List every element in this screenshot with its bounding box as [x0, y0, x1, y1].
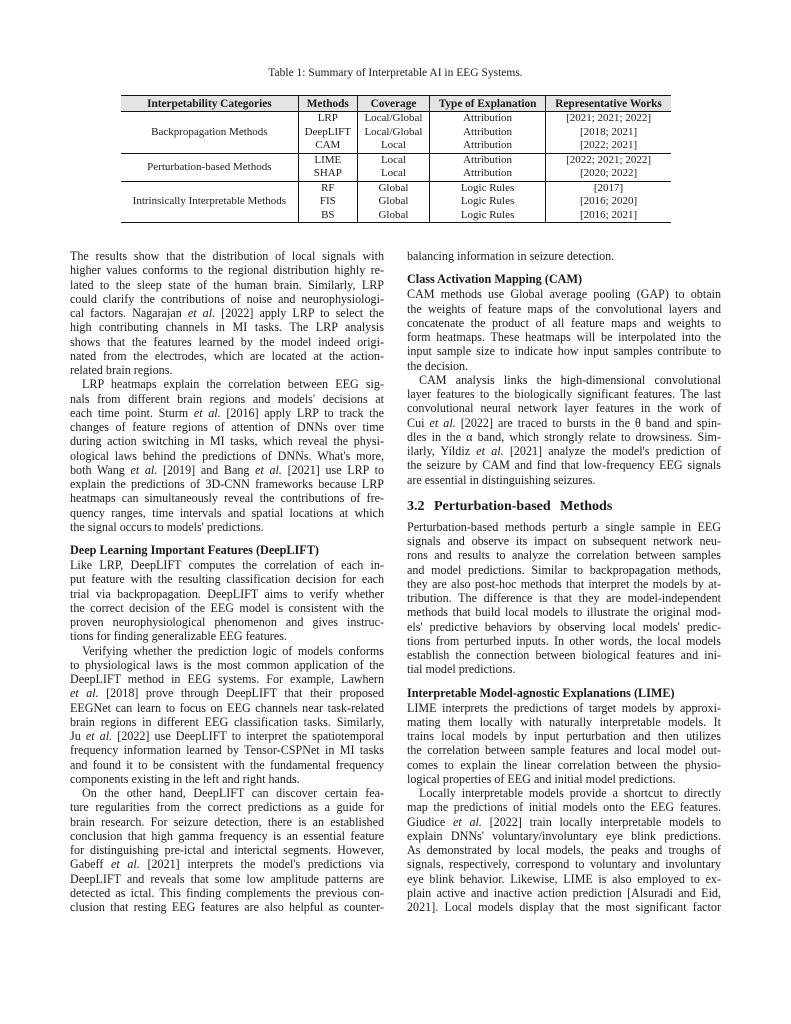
text-line: els' predictive behaviors by observing local models' predic- — [407, 619, 721, 634]
text-line: the decision. — [407, 358, 469, 373]
table-cell: [2016; 2020] — [546, 195, 671, 209]
text-line: nated from the electrodes, which are located at the action- — [70, 348, 384, 363]
text-line: LRP heatmaps explain the correlation between EEG sig- — [82, 377, 384, 392]
table-cell: CAM — [298, 139, 357, 153]
text-line: comes to explain the linear correlation between the physio- — [407, 757, 721, 772]
table-cell: Local/Global — [357, 112, 429, 126]
text-line: changes of feature regions of attention of DNNs over time — [70, 420, 384, 434]
table-cell: FIS — [298, 195, 357, 209]
text-line: heatmaps can simultaneously reveal the contributions of fre- — [70, 491, 384, 506]
column-header: Methods — [298, 96, 357, 112]
table-cell: LRP — [298, 112, 357, 126]
text-line: On the other hand, DeepLIFT can discover certain fea- — [82, 786, 384, 800]
text-line: 2021]. Local models display that the most significant factor — [407, 900, 721, 914]
text-line: mating them locally with naturally interpretable models. It — [407, 714, 721, 729]
text-line: establish the connection between biological features and ini- — [407, 648, 721, 662]
text-line: Verifying whether the prediction logic of models conforms — [82, 643, 384, 658]
paragraph — [407, 701, 721, 787]
text-line: Perturbation-based methods perturb a single sample in EEG — [407, 519, 721, 534]
paragraph — [70, 786, 384, 914]
table-header-row — [121, 96, 671, 112]
text-line: explain DNNs' voluntary/involuntary eye blink predictions. — [407, 828, 721, 843]
text-line: ological laws behind the predictions of DNNs. What's more, — [70, 448, 384, 463]
table-cell: Local — [357, 167, 429, 181]
text-line: for distinguishing pre-ictal and interictal segments. However, — [70, 843, 384, 857]
column-header: Type of Explanation — [430, 96, 546, 112]
text-line: they are also post-hoc methods that interpret the models by at- — [407, 576, 721, 591]
text-line: related brain regions. — [70, 363, 173, 377]
text-line: Gabeff et al. [2021] interprets the model's predictions via — [70, 857, 384, 872]
text-line: during action switching in MI tasks, which reveal the physi- — [70, 434, 384, 449]
text-line: The results show that the distribution of local signals with — [70, 249, 384, 263]
text-line: tions from perturbed inputs. In other words, the local models — [407, 633, 721, 648]
text-line: tions for finding generalizable EEG features. — [70, 629, 287, 644]
text-line: Giudice et al. [2022] train locally interpretable models to — [407, 814, 722, 829]
text-line: layer features to the biologically significant features. The last — [407, 387, 721, 401]
text-line: map the predictions of initial models onto the EEG features. — [407, 800, 721, 815]
subsection-heading: Deep Learning Important Features (DeepLIFT) — [70, 543, 319, 557]
paragraph — [407, 520, 721, 677]
table-row — [121, 153, 671, 167]
text-line: proven neurophysiological phenomenon and gives instruc- — [70, 615, 384, 629]
subsection-heading: Class Activation Mapping (CAM) — [407, 272, 583, 287]
text-line: high contributing channels in MI tasks. The LRP analysis — [70, 320, 384, 335]
table-cell: Logic Rules — [430, 209, 546, 223]
table-cell: RF — [298, 181, 357, 195]
text-line: detected as ictal. This finding complements the previous con- — [70, 885, 384, 900]
category-cell: Intrinsically Interpretable Methods — [121, 181, 298, 223]
table-row — [121, 181, 671, 195]
text-line: LIME interprets the predictions of target models by approxi- — [407, 700, 721, 715]
text-line: put feature with the resulting classification decision for each — [70, 572, 384, 587]
text-line: tial model predictions. — [407, 662, 516, 677]
text-line: quency ranges, time intervals and spatial locations at which — [70, 505, 384, 520]
text-line: EEGNet can learn to focus on EEG channels near task-related — [70, 700, 384, 715]
text-line: et al. [2018] prove through DeepLIFT that their proposed — [70, 686, 384, 701]
table-cell: Logic Rules — [430, 181, 546, 195]
subsection-heading: Interpretable Model-agnostic Explanations (LIME) — [407, 685, 675, 700]
paragraph — [70, 558, 384, 644]
text-line: DeepLIFT method in EEG systems. For example, Lawhern — [70, 672, 384, 686]
table-cell: Attribution — [430, 126, 546, 140]
text-line: the correct decision of the EEG model is consistent with the — [70, 600, 384, 615]
table-cell: [2022; 2021; 2022] — [546, 153, 671, 167]
table-cell: [2022; 2021] — [546, 139, 671, 153]
category-cell: Perturbation-based Methods — [121, 153, 298, 181]
text-line: components existing in the left and right hands. — [70, 771, 300, 786]
table-cell: Global — [357, 209, 429, 223]
text-line: the signal occurs to models' predictions. — [70, 519, 264, 534]
table-cell: Local/Global — [357, 126, 429, 140]
text-line: form heatmaps. These heatmaps will be interpolated into the — [407, 330, 721, 344]
table-cell: BS — [298, 209, 357, 223]
table-cell: Attribution — [430, 153, 546, 167]
paragraph — [70, 377, 384, 534]
text-line: CAM methods use Global average pooling (GAP) to obtain — [407, 287, 721, 302]
text-line: signals, respectively, correspond to voluntary and involuntary — [407, 857, 721, 872]
text-line: higher values conforms to the regional distribution highly re- — [70, 263, 384, 278]
text-line: tribution. The difference is that they are model-independent — [407, 591, 721, 605]
text-line: and found it to be consistent with the fundamental frequency — [70, 757, 384, 772]
table-caption: Table 1: Summary of Interpretable AI in EEG Systems. — [268, 67, 523, 79]
table-cell: Attribution — [430, 167, 546, 181]
table-cell: [2018; 2021] — [546, 126, 671, 140]
text-line: input sample size to indicate how input samples contribute to — [407, 344, 721, 359]
table-cell: Local — [357, 153, 429, 167]
text-line: Cui et al. [2022] are traced to bursts in the θ band and spin- — [407, 415, 722, 430]
text-line: As demonstrated by local models, the peaks and troughs of — [407, 843, 721, 857]
text-line: methods that build local models to illustrate the original mod- — [407, 605, 721, 620]
text-line: conclusion that high gamma frequency is an essential feature — [70, 828, 384, 843]
category-cell: Backpropagation Methods — [121, 112, 298, 154]
text-line: dles in the α band, which strongly relate to drowsiness. Sim- — [407, 429, 721, 444]
text-line: Ju et al. [2022] use DeepLIFT to interpret the spatiotemporal — [70, 729, 385, 743]
text-line: frequency information learned by Tensor-CSPNet in MI tasks — [70, 743, 384, 758]
table-cell: Attribution — [430, 112, 546, 126]
table-cell: SHAP — [298, 167, 357, 181]
paragraph — [407, 786, 721, 914]
table-cell: Logic Rules — [430, 195, 546, 209]
text-line: each time point. Sturm et al. [2016] apply LRP to track the — [70, 405, 384, 420]
table-cell: [2016; 2021] — [546, 209, 671, 223]
paragraph — [407, 287, 721, 373]
text-line: convolutional neural network layer features in the work of — [407, 401, 721, 416]
text-line: shows that the features learned by the model indeed origi- — [70, 334, 384, 349]
table-cell: DeepLIFT — [298, 126, 357, 140]
text-line: CAM analysis links the high-dimensional convolutional — [419, 372, 721, 387]
text-line: the seizure by CAM and find that low-frequency EEG signals — [407, 458, 721, 473]
column-header: Representative Works — [546, 96, 671, 112]
table-cell: [2020; 2022] — [546, 167, 671, 181]
text-line: both Wang et al. [2019] and Bang et al. [2021] use LRP to — [70, 462, 384, 477]
text-line: Locally interpretable models provide a shortcut to directly — [419, 786, 721, 800]
text-line: the weights of feature maps of the convolutional layers and — [407, 301, 721, 316]
table-cell: Attribution — [430, 139, 546, 153]
column-header: Interpetability Categories — [121, 96, 298, 112]
text-line: eye blink behavior. Likewise, LIME is also employed to ex- — [407, 871, 721, 886]
table-cell: [2017] — [546, 181, 671, 195]
table-cell: LIME — [298, 153, 357, 167]
paragraph — [407, 373, 721, 487]
text-line: the correlation between sample features and local model out- — [407, 743, 721, 758]
column-header: Coverage — [357, 96, 429, 112]
text-line: clusion that resting EEG features are also helpful as counter- — [70, 900, 384, 914]
table-row — [121, 112, 671, 126]
text-line: trains local models by input perturbation and then utilizes — [407, 729, 721, 743]
left-column — [70, 249, 384, 914]
text-line: brain regions in different EEG classification tasks. Similarly, — [70, 714, 384, 729]
table-cell: Global — [357, 181, 429, 195]
text-line: brain research. For seizure detection, there is an established — [70, 814, 384, 829]
text-line: rons and results to analyze the correlation between samples — [407, 548, 721, 563]
text-line: plain active and inactive action prediction [Alsuradi and Eid, — [407, 885, 721, 900]
text-line: could clarify the contributions of noise and neurophysiologi- — [70, 291, 384, 306]
text-line: ture regularities from the correct predictions as a guide for — [70, 800, 384, 815]
paragraph — [407, 249, 721, 263]
table-cell: [2021; 2021; 2022] — [546, 112, 671, 126]
text-line: Like LRP, DeepLIFT computes the correlation of each in- — [70, 558, 384, 572]
paragraph — [70, 249, 384, 377]
text-line: DeepLIFT and reveals that some low amplitude patterns are — [70, 871, 384, 886]
summary-table — [121, 95, 671, 223]
paragraph — [70, 644, 384, 787]
text-line: balancing information in seizure detection. — [407, 249, 615, 263]
text-line: explain the predictions of 3D-CNN frameworks because LRP — [70, 477, 384, 491]
text-line: to physiological laws is the most common application of the — [70, 657, 384, 672]
text-line: cal factors. Nagarajan et al. [2022] apply LRP to select the — [70, 306, 384, 320]
text-line: trial via backpropagation. DeepLIFT aims to verify whether — [70, 586, 384, 601]
table-cell: Local — [357, 139, 429, 153]
right-column — [407, 249, 721, 914]
table-cell: Global — [357, 195, 429, 209]
text-line: and model predictions. Similar to backpropagation methods, — [407, 562, 721, 577]
text-line: lated to the sleep state of the human brain. Similarly, LRP — [70, 277, 384, 292]
text-line: ilarly, Yildiz et al. [2021] analyze the model's prediction of — [407, 444, 721, 458]
text-line: are essential in distinguishing seizures. — [407, 472, 596, 487]
text-line: nals from different brain regions and models' decisions at — [70, 391, 384, 406]
text-line: logical properties of EEG and initial model predictions. — [407, 771, 676, 786]
section-heading: 3.2 Perturbation-based Methods — [407, 498, 613, 514]
text-line: signals and observe its impact on subsequent network neu- — [407, 534, 721, 548]
text-line: concatenate the product of all feature maps and weights to — [407, 315, 721, 330]
